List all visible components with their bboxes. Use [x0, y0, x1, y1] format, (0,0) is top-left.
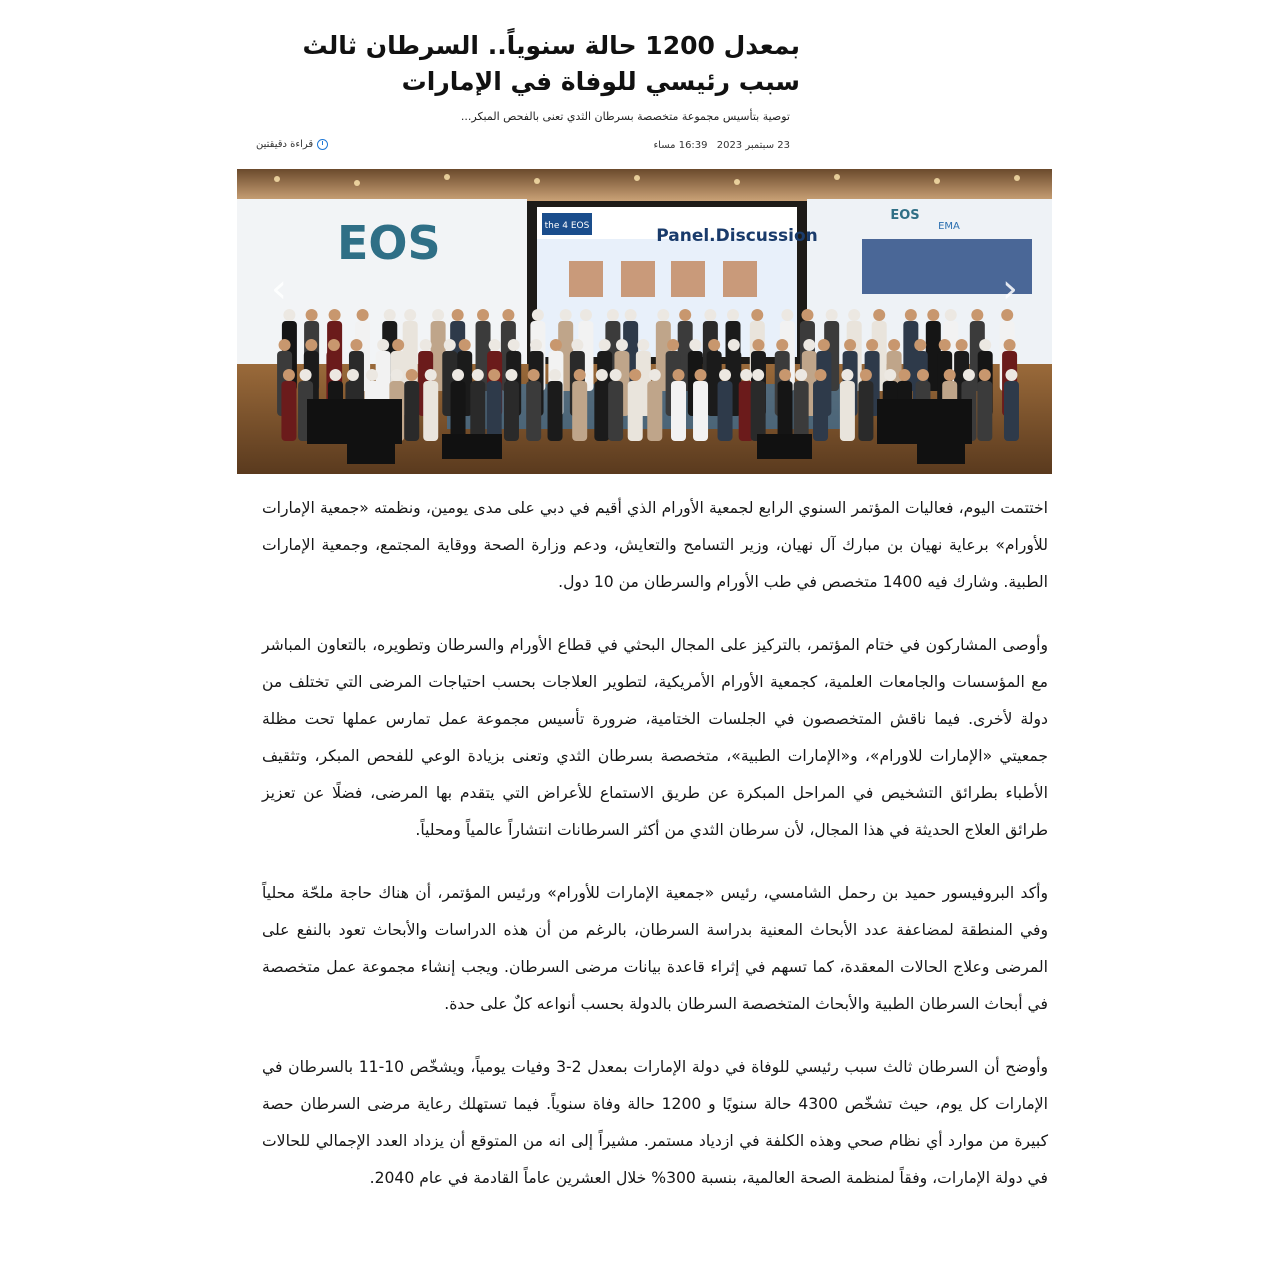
- svg-text:Panel.Discussion: Panel.Discussion: [656, 226, 818, 246]
- crowd-person-head: [848, 309, 860, 321]
- crowd-person-head: [944, 369, 956, 381]
- crowd-person-head: [728, 339, 740, 351]
- crowd-person: [526, 381, 541, 441]
- crowd-person-head: [752, 369, 764, 381]
- crowd-person-head: [377, 339, 389, 351]
- crowd-person-head: [1005, 369, 1017, 381]
- crowd-person-head: [528, 369, 540, 381]
- crowd-person-head: [574, 369, 586, 381]
- crowd-person-head: [425, 369, 437, 381]
- crowd-person-head: [444, 339, 456, 351]
- crowd-person-head: [667, 339, 679, 351]
- crowd-person-head: [550, 339, 562, 351]
- crowd-person-head: [673, 369, 685, 381]
- svg-text:EMA: EMA: [938, 221, 960, 232]
- crowd-person-head: [905, 309, 917, 321]
- crowd-person-head: [844, 339, 856, 351]
- crowd-person-head: [625, 309, 637, 321]
- svg-text:EOS: EOS: [337, 216, 441, 270]
- crowd-person: [594, 381, 609, 441]
- crowd-person-head: [914, 339, 926, 351]
- crowd-person: [840, 381, 855, 441]
- crowd-person-head: [366, 369, 378, 381]
- crowd-person-head: [956, 339, 968, 351]
- crowd-person-head: [488, 369, 500, 381]
- crowd-person-head: [283, 369, 295, 381]
- crowd-person-head: [927, 309, 939, 321]
- crowd-person-head: [607, 309, 619, 321]
- crowd-person-head: [815, 369, 827, 381]
- crowd-person-head: [580, 309, 592, 321]
- crowd-person: [470, 381, 485, 441]
- crowd-person-head: [740, 369, 752, 381]
- crowd-person-head: [939, 339, 951, 351]
- crowd-person-head: [549, 369, 561, 381]
- crowd-person: [281, 381, 296, 441]
- crowd-person: [751, 381, 766, 441]
- crowd-person-head: [452, 309, 464, 321]
- crowd-person-head: [392, 339, 404, 351]
- crowd-person-head: [826, 309, 838, 321]
- crowd-person-head: [350, 339, 362, 351]
- crowd-person-head: [306, 309, 318, 321]
- crowd-person-head: [404, 309, 416, 321]
- crowd-person-head: [781, 309, 793, 321]
- crowd-person-head: [841, 369, 853, 381]
- crowd-person-head: [649, 369, 661, 381]
- article-paragraph: وأوضح أن السرطان ثالث سبب رئيسي للوفاة في دولة الإمارات بمعدل 2-3 وفيات يومياً، ويشخّص 10-11 بالسرطان في الإمارات كل يوم، حيث تشخّص 4300 حالة سنويًا و 1200 حالة وفاة سنوياً. فيما تستهلك رعاية مرضى السرطان حصة كبيرة من موارد أي نظام صحي وهذه الكلفة في ازدياد مستمر. مشيراً إلى انه من المتوقع أن يزداد العدد الإجمالي للحالات في دولة الإمارات، وفقاً لمنظمة الصحة العالمية، بنسبة 300% خلال العشرين عاماً القادمة في عام 2040.: [262, 1058, 1049, 1187]
- crowd-person-head: [300, 369, 312, 381]
- crowd-person: [404, 381, 419, 441]
- article-paragraph: وأكد البروفيسور حميد بن رحمل الشامسي، رئيس «جمعية الإمارات للأورام» ورئيس المؤتمر، أن هناك حاجة ملحّة محلياً وفي المنطقة لمضاعفة عدد الأبحاث المعنية بدراسة السرطان، بالرغم من أن هذه الدراسات والأبحاث تعود بالنفع على المرضى وعلاج الحالات المعقدة، كما تسهم في إثراء قاعدة بيانات مرضى السرطان. ويجب إنشاء مجموعة عمل متخصصة في أبحاث السرطان الطبية والأبحاث المتخصصة السرطان بالدولة بحسب أنواعه كلٌ على حدة.: [262, 884, 1048, 1013]
- crowd-person-head: [357, 309, 369, 321]
- crowd-person-head: [888, 339, 900, 351]
- chevron-right-icon: ›: [1002, 266, 1018, 312]
- hero-photo: [237, 169, 1052, 474]
- reading-time-label: قراءة دقيقتين: [256, 139, 314, 150]
- crowd-person-head: [1004, 339, 1016, 351]
- crowd-person: [778, 381, 793, 441]
- crowd-person-head: [616, 339, 628, 351]
- crowd-person-head: [708, 339, 720, 351]
- crowd-person: [608, 381, 623, 441]
- crowd-person-head: [979, 339, 991, 351]
- chevron-left-icon: ‹: [271, 266, 287, 312]
- crowd-person: [794, 381, 809, 441]
- crowd-person-head: [560, 309, 572, 321]
- article-paragraph: وأوصى المشاركون في ختام المؤتمر، بالتركيز على المجال البحثي في قطاع الأورام والسرطان وتطويره، بالتعاون المباشر مع المؤسسات والجامعات العلمية، كجمعية الأورام الأمريكية، لتطوير العلاجات بحسب احتياجات المرضى التي تختلف من دولة لأخرى. فيما ناقش المتخصصون في الجلسات الختامية، ضرورة تأسيس مجموعة عمل تمارس عملها تحت مظلة جمعيتي «الإمارات للاورام»، و«الإمارات الطبية»، متخصصة بسرطان الثدي وتعنى بزيادة الوعي للفحص المبكر، وتثقيف الأطباء بطرائق التشخيص في المراحل المبكرة عن طريق الاستماع للأعراض التي يتقدم بها المرضى، فضلًا عن تعزيز طرائق العلاج الحديثة في هذا المجال، لأن سرطان الثدي من أكثر السرطانات انتشاراً عالمياً ومحلياً.: [262, 636, 1048, 839]
- crowd-person-head: [752, 339, 764, 351]
- crowd-person-head: [945, 309, 957, 321]
- crowd-person-head: [963, 369, 975, 381]
- crowd-person-head: [610, 369, 622, 381]
- crowd-person-head: [391, 369, 403, 381]
- crowd-person-head: [704, 309, 716, 321]
- crowd-person: [671, 381, 686, 441]
- crowd-person-head: [452, 369, 464, 381]
- crowd-person-head: [330, 369, 342, 381]
- crowd-person-head: [596, 369, 608, 381]
- crowd-person-head: [971, 309, 983, 321]
- clock-icon: [317, 139, 328, 150]
- crowd-person-head: [637, 339, 649, 351]
- crowd-person-head: [432, 309, 444, 321]
- crowd-person-head: [719, 369, 731, 381]
- crowd-person-head: [489, 339, 501, 351]
- logo-text: [1058, 54, 1060, 113]
- crowd-person-head: [279, 339, 291, 351]
- crowd-person-head: [695, 369, 707, 381]
- crowd-person-head: [305, 339, 317, 351]
- crowd-person-head: [818, 339, 830, 351]
- crowd-person-head: [530, 339, 542, 351]
- hero-image-slider[interactable]: [237, 169, 1052, 474]
- crowd-person-head: [803, 339, 815, 351]
- article-body: [262, 490, 1048, 1223]
- crowd-person-head: [477, 309, 489, 321]
- crowd-person-head: [571, 339, 583, 351]
- crowd-person-head: [801, 309, 813, 321]
- crowd-person-head: [727, 309, 739, 321]
- crowd-person: [487, 381, 502, 441]
- crowd-person-head: [629, 369, 641, 381]
- crowd-person-head: [779, 369, 791, 381]
- crowd-person: [647, 381, 662, 441]
- article-subtitle: توصية بتأسيس مجموعة متخصصة بسرطان الثدي تعنى بالفحص المبكر...: [460, 110, 790, 123]
- crowd-person: [451, 381, 466, 441]
- slider-next-button[interactable]: [990, 266, 1030, 312]
- article-time: 16:39 مساء: [653, 140, 708, 151]
- crowd-person: [423, 381, 438, 441]
- article-meta: [540, 140, 790, 151]
- crowd-person-head: [472, 369, 484, 381]
- crowd-person-head: [917, 369, 929, 381]
- crowd-person-head: [328, 339, 340, 351]
- crowd-person-head: [866, 339, 878, 351]
- crowd-person-head: [420, 339, 432, 351]
- crowd-person-head: [508, 339, 520, 351]
- crowd-person-head: [679, 309, 691, 321]
- crowd-person-head: [459, 339, 471, 351]
- article-headline: بمعدل 1200 حالة سنوياً.. السرطان ثالث سبب رئيسي للوفاة في الإمارات: [302, 31, 800, 96]
- crowd-person: [628, 381, 643, 441]
- logo-graphic: [880, 50, 1060, 114]
- crowd-person: [718, 381, 733, 441]
- crowd-person-head: [329, 309, 341, 321]
- crowd-person: [504, 381, 519, 441]
- crowd-person-head: [505, 369, 517, 381]
- crowd-person-head: [689, 339, 701, 351]
- crowd-person-head: [532, 309, 544, 321]
- reading-time: [256, 139, 328, 150]
- crowd-person-head: [657, 309, 669, 321]
- crowd-person-head: [384, 309, 396, 321]
- crowd-person: [858, 381, 873, 441]
- crowd-person: [693, 381, 708, 441]
- crowd-person-head: [776, 339, 788, 351]
- crowd-person-head: [502, 309, 514, 321]
- article-paragraph: اختتمت اليوم، فعاليات المؤتمر السنوي الرابع لجمعية الأورام الذي أقيم في دبي على مدى يومين، ونظمته «جمعية الإمارات للأورام» برعاية نهيان بن مبارك آل نهيان، وزير التسامح والتعايش، ودعم وزارة الصحة ووقاية المجتمع، وجمعية الإمارات الطبية. وشارك فيه 1400 متخصص في طب الأورام والسرطان من 10 دول.: [262, 499, 1048, 591]
- crowd-person-head: [884, 369, 896, 381]
- crowd-person-head: [751, 309, 763, 321]
- article-date: 23 سبتمبر 2023: [716, 140, 790, 151]
- crowd-person: [548, 381, 563, 441]
- crowd-person-head: [873, 309, 885, 321]
- crowd-person-head: [979, 369, 991, 381]
- crowd-person: [572, 381, 587, 441]
- crowd-person-head: [899, 369, 911, 381]
- crowd-person: [1004, 381, 1019, 441]
- crowd-person-head: [406, 369, 418, 381]
- slider-prev-button[interactable]: [259, 266, 299, 312]
- svg-text:the 4 EOS: the 4 EOS: [544, 221, 590, 231]
- crowd-person: [813, 381, 828, 441]
- site-logo[interactable]: [880, 50, 1060, 114]
- svg-text:EOS: EOS: [890, 208, 920, 223]
- crowd-person-head: [795, 369, 807, 381]
- crowd-person-head: [599, 339, 611, 351]
- crowd-person-head: [860, 369, 872, 381]
- crowd-person: [977, 381, 992, 441]
- crowd-person-head: [347, 369, 359, 381]
